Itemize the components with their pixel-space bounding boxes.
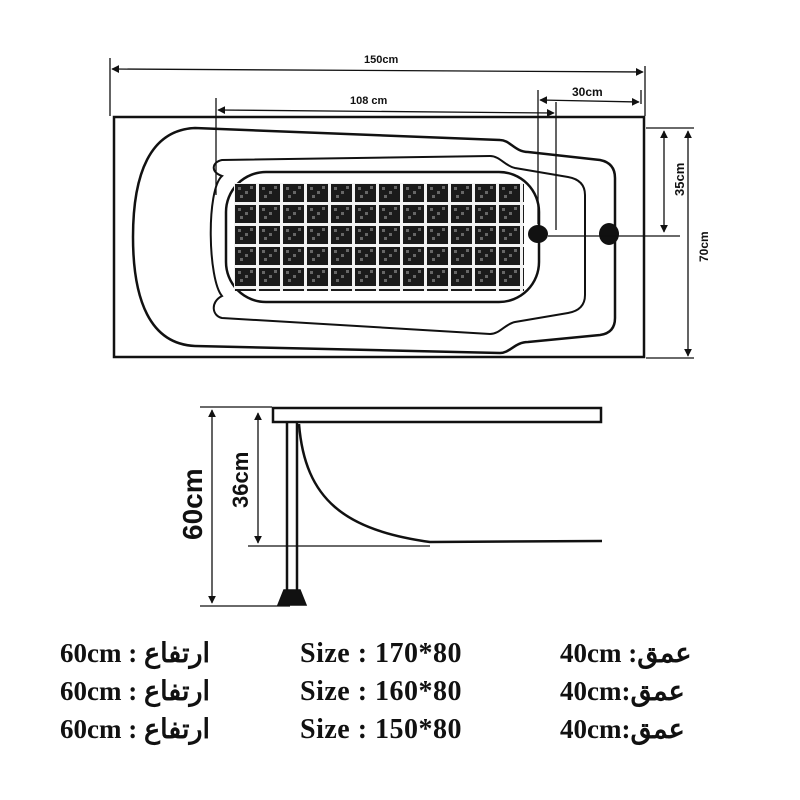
drain-hole <box>528 225 548 243</box>
top-view <box>114 117 680 357</box>
side-view-labels <box>177 452 253 540</box>
length-30-dim-line <box>540 100 639 102</box>
spec-row <box>0 676 800 716</box>
dim-label-overall-width: 70cm <box>697 231 711 262</box>
spec-height: 60cm : ارتفاع <box>60 714 211 744</box>
spec-depth: 40cm :عمق <box>560 638 692 668</box>
spec-height: 60cm : ارتفاع <box>60 638 211 668</box>
spec-depth: 40cm:عمق <box>560 714 685 744</box>
spec-row <box>0 638 800 678</box>
spec-height: 60cm : ارتفاع <box>60 676 211 706</box>
dim-label-drain-to-center: 35cm <box>672 162 687 196</box>
dim-label-tub-depth: 36cm <box>228 451 253 508</box>
dim-label-total-height: 60cm <box>177 468 208 540</box>
dim-label-interior-length: 108 cm <box>350 95 388 107</box>
leg-foot <box>278 590 306 605</box>
dim-label-drain-offset: 30cm <box>572 85 603 99</box>
size-spec-list <box>0 628 800 778</box>
side-basin-curve <box>299 424 602 542</box>
spec-size: Size : 160*80 <box>300 676 463 707</box>
dim-label-overall-length: 150cm <box>364 54 399 66</box>
spec-depth: 40cm:عمق <box>560 676 685 706</box>
side-rim <box>273 408 601 422</box>
side-view <box>273 408 602 605</box>
anti-slip-mat-texture <box>234 183 524 291</box>
length-108-dim-line <box>218 110 554 113</box>
length-150-dim-line <box>112 69 643 72</box>
spec-size: Size : 150*80 <box>300 714 463 745</box>
spec-size: Size : 170*80 <box>300 638 463 669</box>
overflow-hole <box>599 223 619 245</box>
spec-row <box>0 714 800 754</box>
